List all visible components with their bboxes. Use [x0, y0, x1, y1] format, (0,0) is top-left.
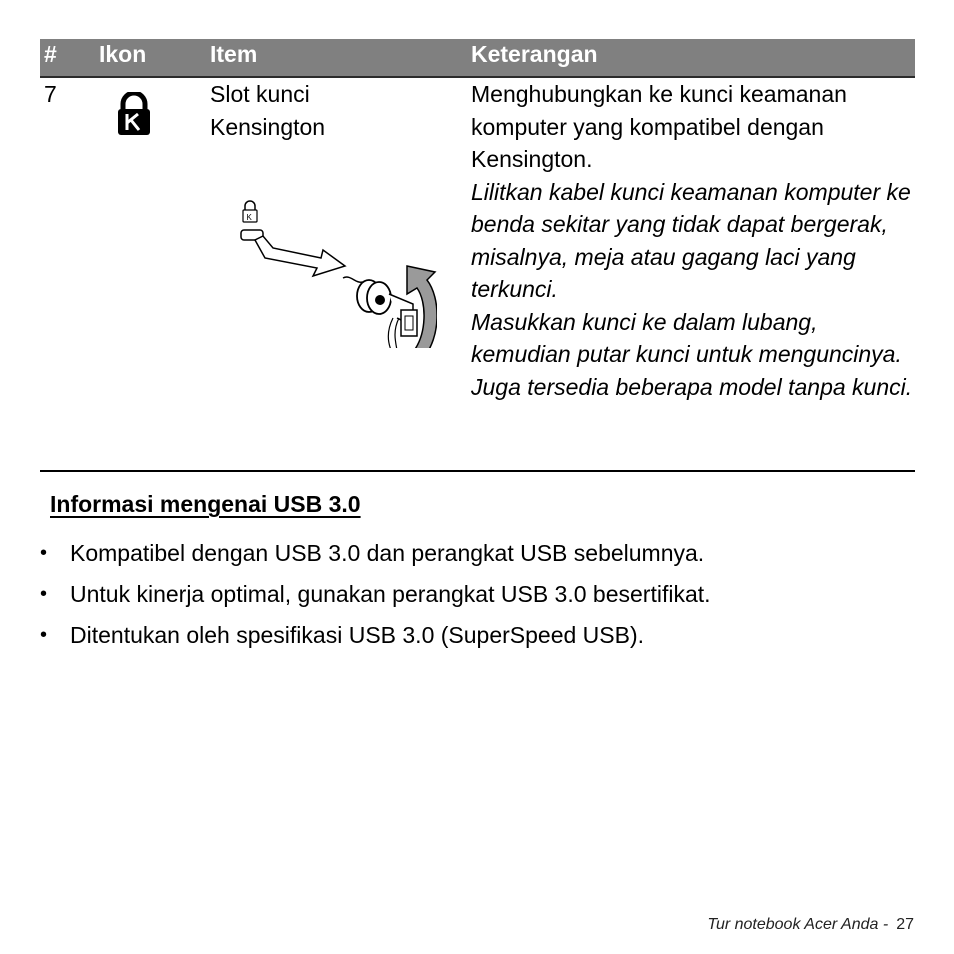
- list-item-text: Kompatibel dengan USB 3.0 dan perangkat USB sebelumnya.: [70, 540, 705, 566]
- header-description: Keterangan: [471, 41, 598, 67]
- table-header: [40, 39, 915, 78]
- description-note-2: Masukkan kunci ke dalam lubang, kemudian putar kunci untuk menguncinya.: [471, 308, 902, 367]
- usb-info-list: [40, 536, 920, 659]
- page-footer: [707, 916, 914, 934]
- kensington-lock-icon: [116, 92, 152, 145]
- item-name: [210, 78, 325, 143]
- description-text: Menghubungkan ke kunci keamanan komputer yang kompatibel dengan Kensington.: [471, 81, 847, 172]
- table-row: [40, 78, 915, 472]
- list-item: [40, 618, 920, 652]
- section-title: Informasi mengenai USB 3.0: [50, 491, 361, 517]
- footer-text: Tur notebook Acer Anda -: [707, 916, 889, 933]
- list-item: [40, 536, 920, 570]
- item-name-line1: Slot kunci: [210, 81, 310, 107]
- header-number: #: [44, 41, 57, 67]
- description-note-1: Lilitkan kabel kunci keamanan komputer ke benda sekitar yang tidak dapat bergerak, misalnya, meja atau gagang laci yang terkunci.: [471, 178, 911, 302]
- svg-text:K: K: [246, 213, 252, 222]
- item-name-line2: Kensington: [210, 113, 326, 140]
- list-item: [40, 577, 920, 611]
- bullet-icon: •: [40, 624, 48, 646]
- kensington-lock-illustration: [237, 198, 437, 357]
- description-note-3: Juga tersedia beberapa model tanpa kunci.: [471, 373, 913, 400]
- page-number: 27: [896, 916, 914, 933]
- item-description: [471, 78, 915, 403]
- bullet-icon: •: [40, 542, 48, 564]
- header-icon: Ikon: [99, 41, 147, 67]
- row-number: 7: [44, 81, 57, 107]
- list-item-text: Ditentukan oleh spesifikasi USB 3.0 (SuperSpeed USB).: [70, 622, 645, 648]
- list-item-text: Untuk kinerja optimal, gunakan perangkat USB 3.0 besertifikat.: [70, 581, 711, 607]
- header-item: Item: [210, 41, 258, 67]
- feature-table: [40, 39, 915, 472]
- bullet-icon: •: [40, 583, 48, 605]
